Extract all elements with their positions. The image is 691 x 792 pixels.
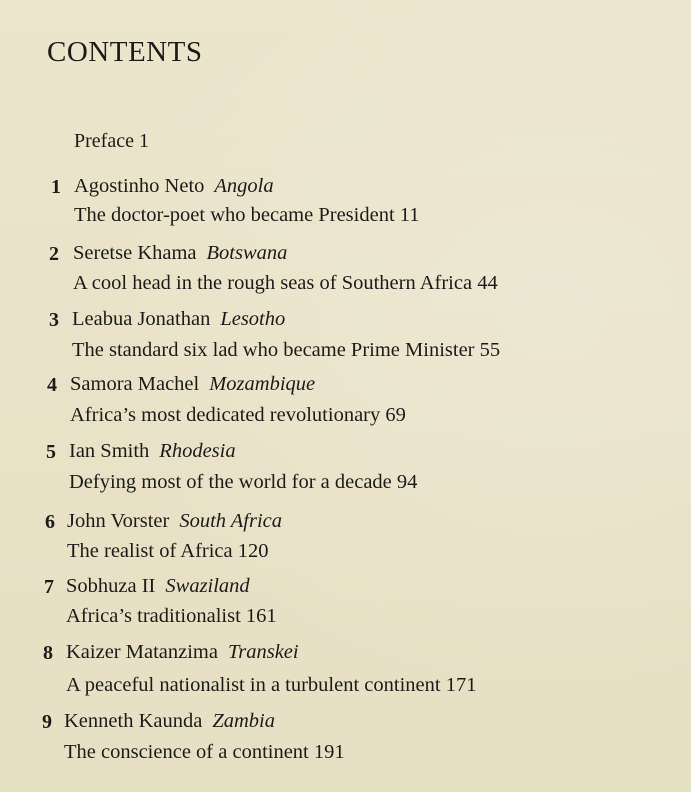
country-name: Swaziland [165,575,250,597]
entry-subtitle: Defying most of the world for a decade 94 [69,471,418,493]
country-name: Angola [214,175,274,197]
entry-number: 8 [43,642,53,664]
entry-heading [66,575,250,598]
leader-name: Agostinho Neto [74,175,205,197]
leader-name: Samora Machel [70,373,200,395]
entry-number: 4 [47,374,57,396]
entry-number: 2 [49,243,59,265]
leader-name: Seretse Khama [73,242,197,264]
entry-subtitle: The standard six lad who became Prime Minister 55 [72,339,501,361]
entry-number: 3 [49,309,59,331]
entry-subtitle: The conscience of a continent 191 [64,741,345,763]
country-name: Rhodesia [159,440,236,462]
leader-name: John Vorster [67,510,170,532]
entry-subtitle: A cool head in the rough seas of Southern Africa 44 [73,272,498,294]
country-name: Transkei [227,641,299,663]
entry-subtitle: The realist of Africa 120 [67,540,269,562]
entry-number: 6 [45,511,55,533]
entry-number: 5 [46,441,56,463]
country-name: Lesotho [220,308,286,330]
entry-heading [72,308,285,331]
entry-heading [74,175,274,198]
country-name: South Africa [179,510,283,532]
entry-heading [73,242,287,265]
leader-name: Ian Smith [69,440,150,462]
page-title: CONTENTS [47,36,203,68]
entry-heading [64,710,275,733]
toc-preface: Preface 1 [74,130,149,152]
leader-name: Sobhuza II [66,575,156,597]
country-name: Botswana [206,242,288,264]
entry-subtitle: Africa’s traditionalist 161 [66,605,277,627]
entry-number: 1 [51,176,61,198]
country-name: Zambia [212,710,275,732]
country-name: Mozambique [209,373,316,395]
entry-heading [67,510,282,533]
entry-subtitle: Africa’s most dedicated revolutionary 69 [70,404,406,426]
entry-heading [70,373,315,396]
entry-number: 7 [44,576,54,598]
entry-number: 9 [42,711,52,733]
entry-heading [69,440,236,463]
entry-subtitle: A peaceful nationalist in a turbulent continent 171 [66,674,477,696]
leader-name: Kaizer Matanzima [66,641,218,663]
leader-name: Leabua Jonathan [72,308,211,330]
entry-heading [66,641,299,664]
leader-name: Kenneth Kaunda [64,710,203,732]
entry-subtitle: The doctor-poet who became President 11 [74,204,420,226]
